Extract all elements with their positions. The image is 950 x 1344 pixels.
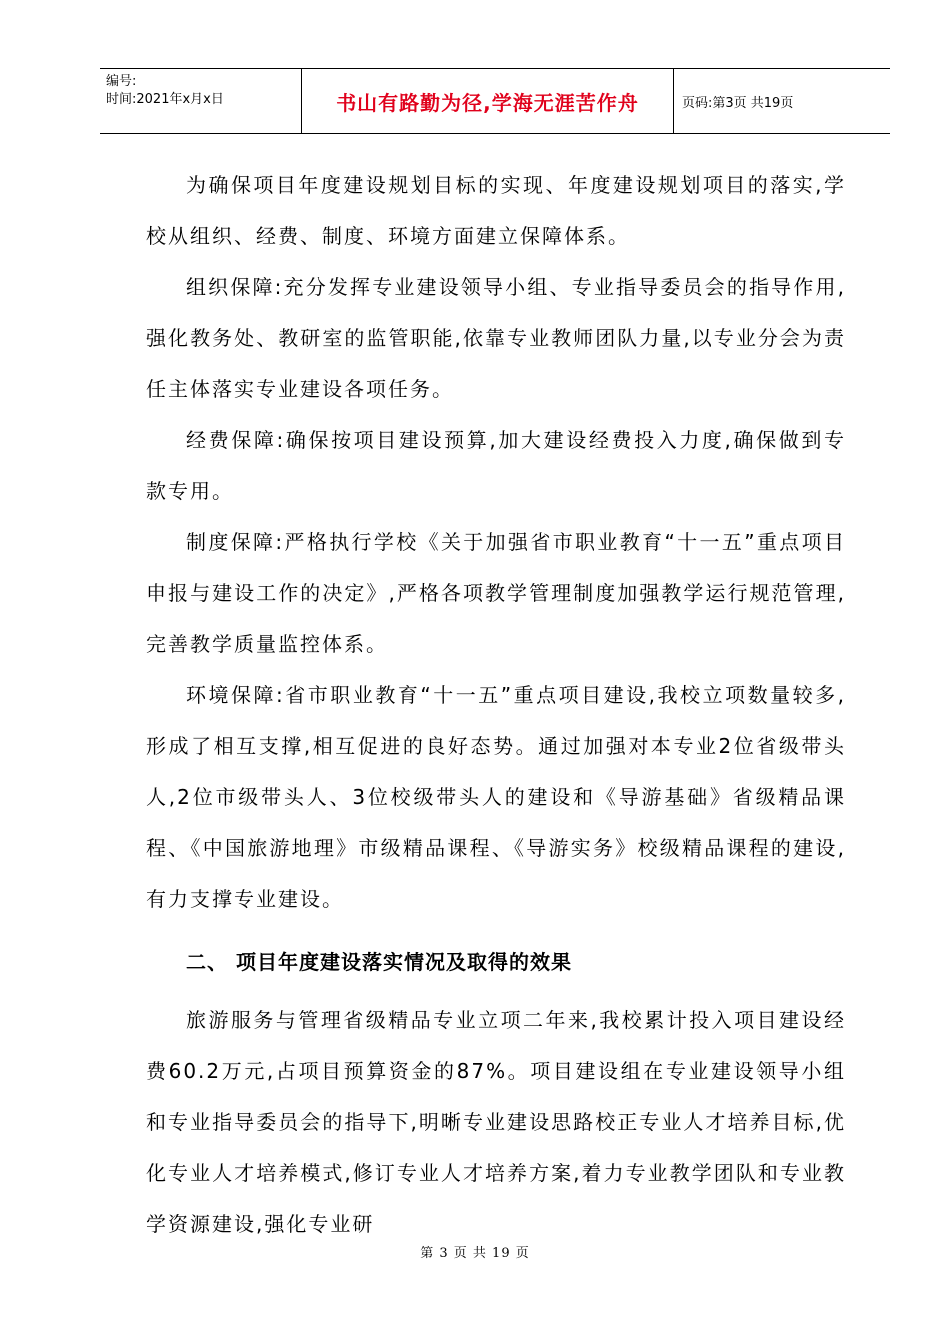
page-footer: 第 3 页 共 19 页 <box>420 1246 530 1261</box>
paragraph-organization: 组织保障:充分发挥专业建设领导小组、专业指导委员会的指导作用,强化教务处、教研室的监管职能,依靠专业教师团队力量,以专业分会为责任主体落实专业建设各项任务。 <box>146 275 846 401</box>
page-header <box>100 68 890 134</box>
paragraph-intro: 为确保项目年度建设规划目标的实现、年度建设规划项目的落实,学校从组织、经费、制度、环境方面建立保障体系。 <box>146 173 846 248</box>
document-body <box>146 160 846 1250</box>
paragraph-environment: 环境保障:省市职业教育“十一五”重点项目建设,我校立项数量较多,形成了相互支撑,相互促进的良好态势。通过加强对本专业2位省级带头人,2位市级带头人、3位校级带头人的建设和《导游基础》省级精品课程、《中国旅游地理》市级精品课程、《导游实务》校级精品课程的建设,有力支撑专业建设。 <box>146 683 846 911</box>
paragraph-system: 制度保障:严格执行学校《关于加强省市职业教育“十一五”重点项目申报与建设工作的决定》,严格各项教学管理制度加强教学运行规范管理,完善教学质量监控体系。 <box>146 530 846 656</box>
serial-label: 编号: <box>106 74 137 89</box>
paragraph-implementation: 旅游服务与管理省级精品专业立项二年来,我校累计投入项目建设经费60.2万元,占项目预算资金的87%。项目建设组在专业建设领导小组和专业指导委员会的指导下,明晰专业建设思路校正专业人才培养目标,优化专业人才培养模式,修订专业人才培养方案,着力专业教学团队和专业教学资源建设,强化专业研 <box>146 1008 846 1236</box>
header-motto: 书山有路勤为径,学海无涯苦作舟 <box>302 69 674 133</box>
header-meta-cell <box>100 69 302 133</box>
header-page-info: 页码:第3页 共19页 <box>682 95 794 111</box>
paragraph-funding: 经费保障:确保按项目建设预算,加大建设经费投入力度,确保做到专款专用。 <box>146 428 846 503</box>
section-heading: 二、 项目年度建设落实情况及取得的效果 <box>186 950 572 974</box>
date-label: 时间:2021年x月x日 <box>106 92 224 107</box>
